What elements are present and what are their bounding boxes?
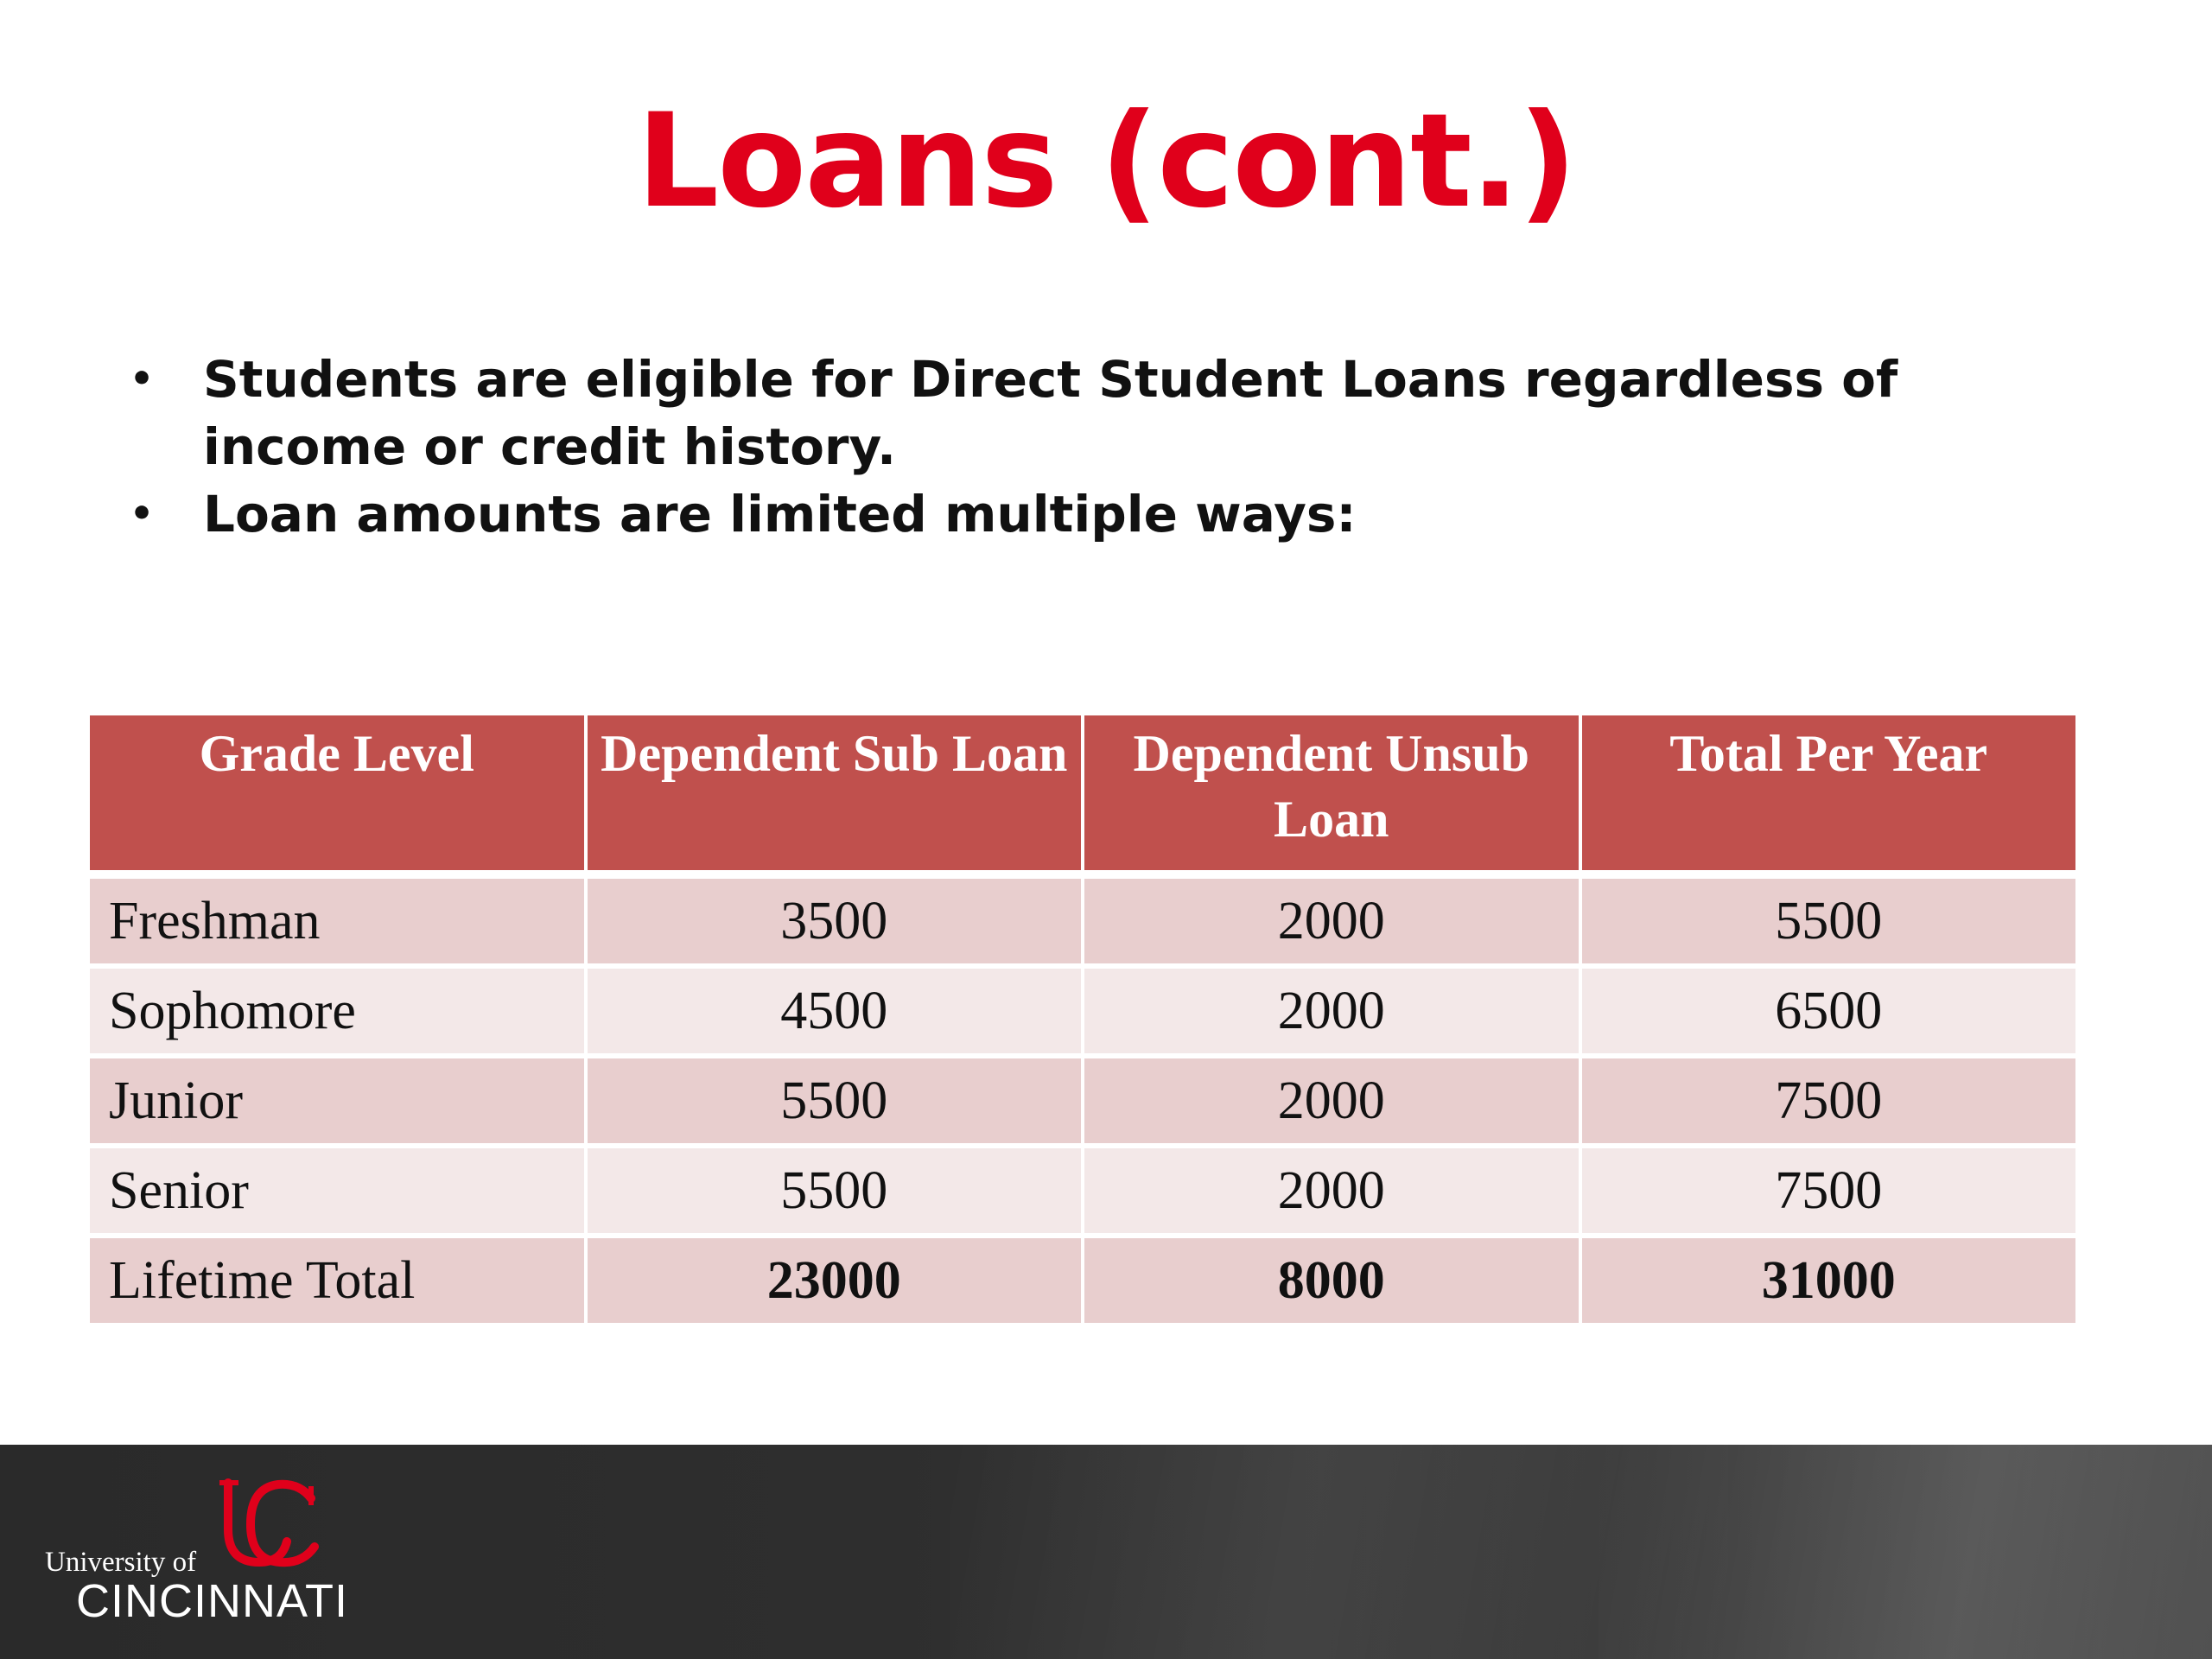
unsub-loan-cell: 2000 [1084, 879, 1579, 969]
total-per-year-cell: 7500 [1582, 1058, 2076, 1148]
grade-level-cell: Senior [90, 1148, 584, 1238]
bullet-item [130, 480, 2117, 548]
table-header-cell: Total Per Year [1582, 715, 2076, 879]
total-per-year-cell: 31000 [1582, 1238, 2076, 1328]
sub-loan-cell: 5500 [588, 1148, 1082, 1238]
slide-title: Loans (cont.) [636, 86, 1576, 237]
table-row [90, 879, 2075, 969]
table-row [90, 1058, 2075, 1148]
bullet-dot-icon: • [130, 357, 155, 401]
sub-loan-cell: 23000 [588, 1238, 1082, 1328]
total-per-year-cell: 5500 [1582, 879, 2076, 969]
bullet-item [130, 346, 2117, 480]
total-per-year-cell: 7500 [1582, 1148, 2076, 1238]
unsub-loan-cell: 2000 [1084, 1148, 1579, 1238]
grade-level-cell: Freshman [90, 879, 584, 969]
total-per-year-cell: 6500 [1582, 969, 2076, 1058]
grade-level-cell: Sophomore [90, 969, 584, 1058]
grade-level-cell: Lifetime Total [90, 1238, 584, 1328]
unsub-loan-cell: 2000 [1084, 969, 1579, 1058]
footer-decoration [1599, 1445, 2212, 1659]
logo-cincinnati: CINCINNATI [76, 1575, 348, 1627]
table-row [90, 1148, 2075, 1238]
bullet-list [130, 346, 2117, 548]
table-header-cell: Grade Level [90, 715, 584, 879]
table-row [90, 969, 2075, 1058]
table-row-lifetime-total [90, 1238, 2075, 1328]
table-header-cell: Dependent Unsub Loan [1084, 715, 1579, 879]
sub-loan-cell: 3500 [588, 879, 1082, 969]
bullet-text: Students are eligible for Direct Student Loans regardless of income or credit history. [203, 350, 1898, 476]
sub-loan-cell: 4500 [588, 969, 1082, 1058]
grade-level-cell: Junior [90, 1058, 584, 1148]
bullet-text: Loan amounts are limited multiple ways: [203, 485, 1357, 543]
unsub-loan-cell: 2000 [1084, 1058, 1579, 1148]
logo-university-of: University of [45, 1547, 197, 1578]
sub-loan-cell: 5500 [588, 1058, 1082, 1148]
loan-limits-table [86, 715, 2079, 1328]
unsub-loan-cell: 8000 [1084, 1238, 1579, 1328]
table-header-cell: Dependent Sub Loan [588, 715, 1082, 879]
uc-logo-icon [209, 1476, 330, 1580]
bullet-dot-icon: • [130, 492, 155, 536]
university-logo [45, 1476, 373, 1640]
table-header-row [90, 715, 2075, 879]
